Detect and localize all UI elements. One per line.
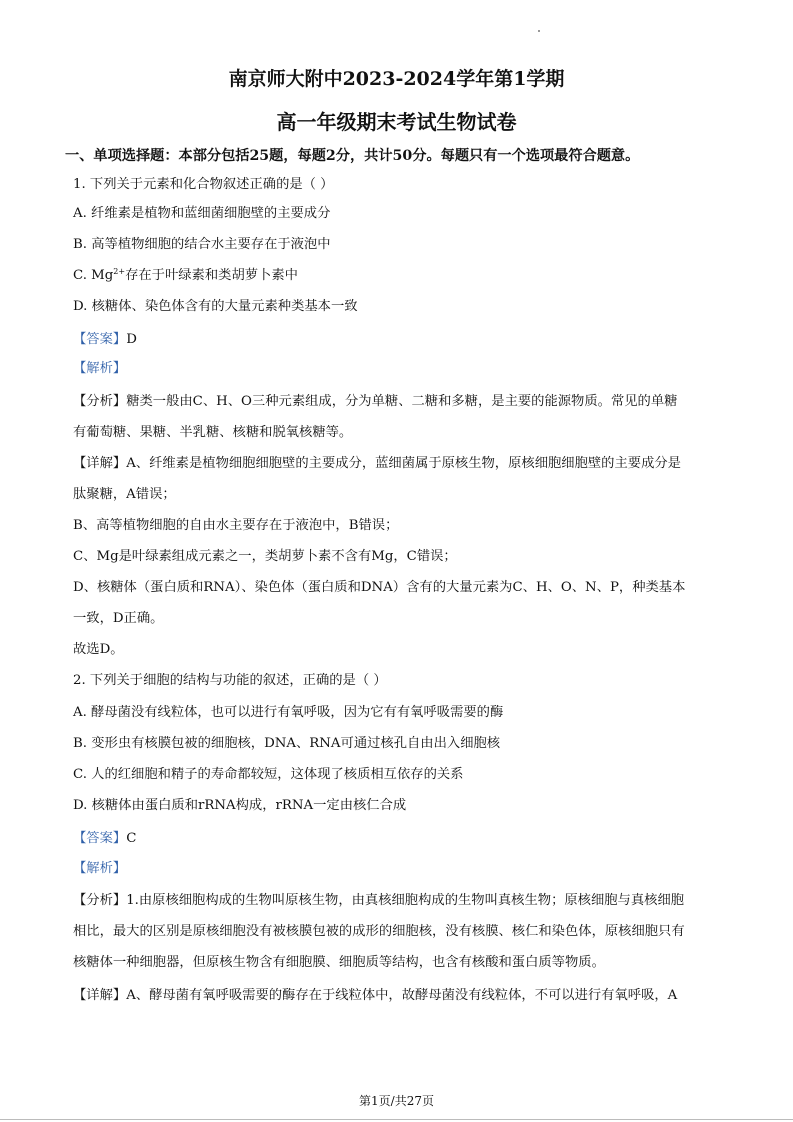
q1-stem: 1. 下列关于元素和化合物叙述正确的是（ ） bbox=[73, 177, 334, 192]
q1-option-c bbox=[73, 268, 298, 284]
q1-option-b: B. 高等植物细胞的结合水主要存在于液泡中 bbox=[73, 237, 331, 252]
q2-stem: 2. 下列关于细胞的结构与功能的叙述，正确的是（ ） bbox=[73, 673, 387, 688]
q2-fenxi-2: 相比，最大的区别是原核细胞没有被核膜包被的成形的细胞核，没有核膜、核仁和染色体，原核细胞只有 bbox=[73, 924, 685, 939]
q2-option-b: B. 变形虫有核膜包被的细胞核，DNA、RNA可通过核孔自由出入细胞核 bbox=[73, 736, 501, 751]
xiangjie-tag: 【详解】 bbox=[73, 988, 127, 1003]
q1-xiangjie-1 bbox=[73, 456, 681, 472]
q2-answer bbox=[73, 831, 136, 847]
q1-fenxi-1 bbox=[73, 394, 677, 410]
q2-analysis bbox=[73, 861, 126, 877]
fenxi-text: 糖类一般由C、H、O三种元素组成，分为单糖、二糖和多糖，是主要的能源物质。常见的单糖 bbox=[126, 394, 678, 409]
q1-line-b: B、高等植物细胞的自由水主要存在于液泡中，B错误； bbox=[73, 518, 399, 533]
answer-tag: 【答案】 bbox=[73, 332, 127, 347]
q2-fenxi-3: 核糖体一种细胞器，但原核生物含有细胞膜、细胞质等结构，也含有核酸和蛋白质等物质。 bbox=[73, 955, 605, 970]
q1-line-c: C、Mg是叶绿素组成元素之一，类胡萝卜素不含有Mg，C错误； bbox=[73, 549, 457, 564]
q1-fenxi-2: 有葡萄糖、果糖、半乳糖、核糖和脱氧核糖等。 bbox=[73, 425, 353, 440]
q1-answer bbox=[73, 332, 137, 348]
q1-line-d2: 一致，D正确。 bbox=[73, 611, 164, 626]
analysis-tag: 【解析】 bbox=[73, 861, 127, 876]
q2-fenxi-1 bbox=[73, 893, 684, 909]
exam-title: 南京师大附中2023-2024学年第1学期 bbox=[228, 68, 565, 90]
fenxi-tag: 【分析】 bbox=[73, 893, 127, 908]
q1-option-a: A. 纤维素是植物和蓝细菌细胞壁的主要成分 bbox=[73, 206, 331, 221]
q2-xiangjie-1 bbox=[73, 988, 677, 1004]
q1-conclusion: 故选D。 bbox=[73, 642, 124, 657]
q2-option-d: D. 核糖体由蛋白质和rRNA构成，rRNA一定由核仁合成 bbox=[73, 798, 407, 813]
xiangjie-tag: 【详解】 bbox=[73, 456, 127, 471]
scan-dot bbox=[538, 30, 540, 32]
q1-option-c-sup: 2+ bbox=[113, 267, 126, 276]
answer-tag: 【答案】 bbox=[73, 831, 127, 846]
analysis-tag: 【解析】 bbox=[73, 361, 127, 376]
answer-value: D bbox=[126, 332, 137, 347]
page-footer: 第1页/共27页 bbox=[359, 1094, 434, 1108]
q2-option-c: C. 人的红细胞和精子的寿命都较短，这体现了核质相互依存的关系 bbox=[73, 767, 464, 782]
fenxi-tag: 【分析】 bbox=[73, 394, 127, 409]
section-heading: 一、单项选择题：本部分包括25题，每题2分，共计50分。每题只有一个选项最符合题意。 bbox=[65, 148, 640, 164]
q1-option-d: D. 核糖体、染色体含有的大量元素种类基本一致 bbox=[73, 299, 358, 314]
q2-option-a: A. 酵母菌没有线粒体，也可以进行有氧呼吸，因为它有有氧呼吸需要的酶 bbox=[73, 705, 504, 720]
exam-subtitle: 高一年级期末考试生物试卷 bbox=[276, 110, 517, 134]
fenxi-text: 1.由原核细胞构成的生物叫原核生物，由真核细胞构成的生物叫真核生物；原核细胞与真核细胞 bbox=[126, 893, 685, 908]
answer-value: C bbox=[126, 831, 137, 846]
q1-analysis bbox=[73, 361, 126, 377]
xiangjie-text: A、纤维素是植物细胞细胞壁的主要成分，蓝细菌属于原核生物，原核细胞细胞壁的主要成分是 bbox=[126, 456, 681, 471]
q1-option-c-prefix: C. Mg bbox=[73, 268, 114, 283]
q1-line-d1: D、核糖体（蛋白质和RNA）、染色体（蛋白质和DNA）含有的大量元素为C、H、O、N、P，种类基本 bbox=[73, 580, 686, 595]
q1-xiangjie-2: 肽聚糖，A错误； bbox=[73, 487, 176, 502]
bottom-rule bbox=[0, 1119, 793, 1120]
q1-option-c-rest: 存在于叶绿素和类胡萝卜素中 bbox=[125, 268, 298, 283]
xiangjie-text: A、酵母菌有氧呼吸需要的酶存在于线粒体中，故酵母菌没有线粒体，不可以进行有氧呼吸，A bbox=[126, 988, 678, 1003]
